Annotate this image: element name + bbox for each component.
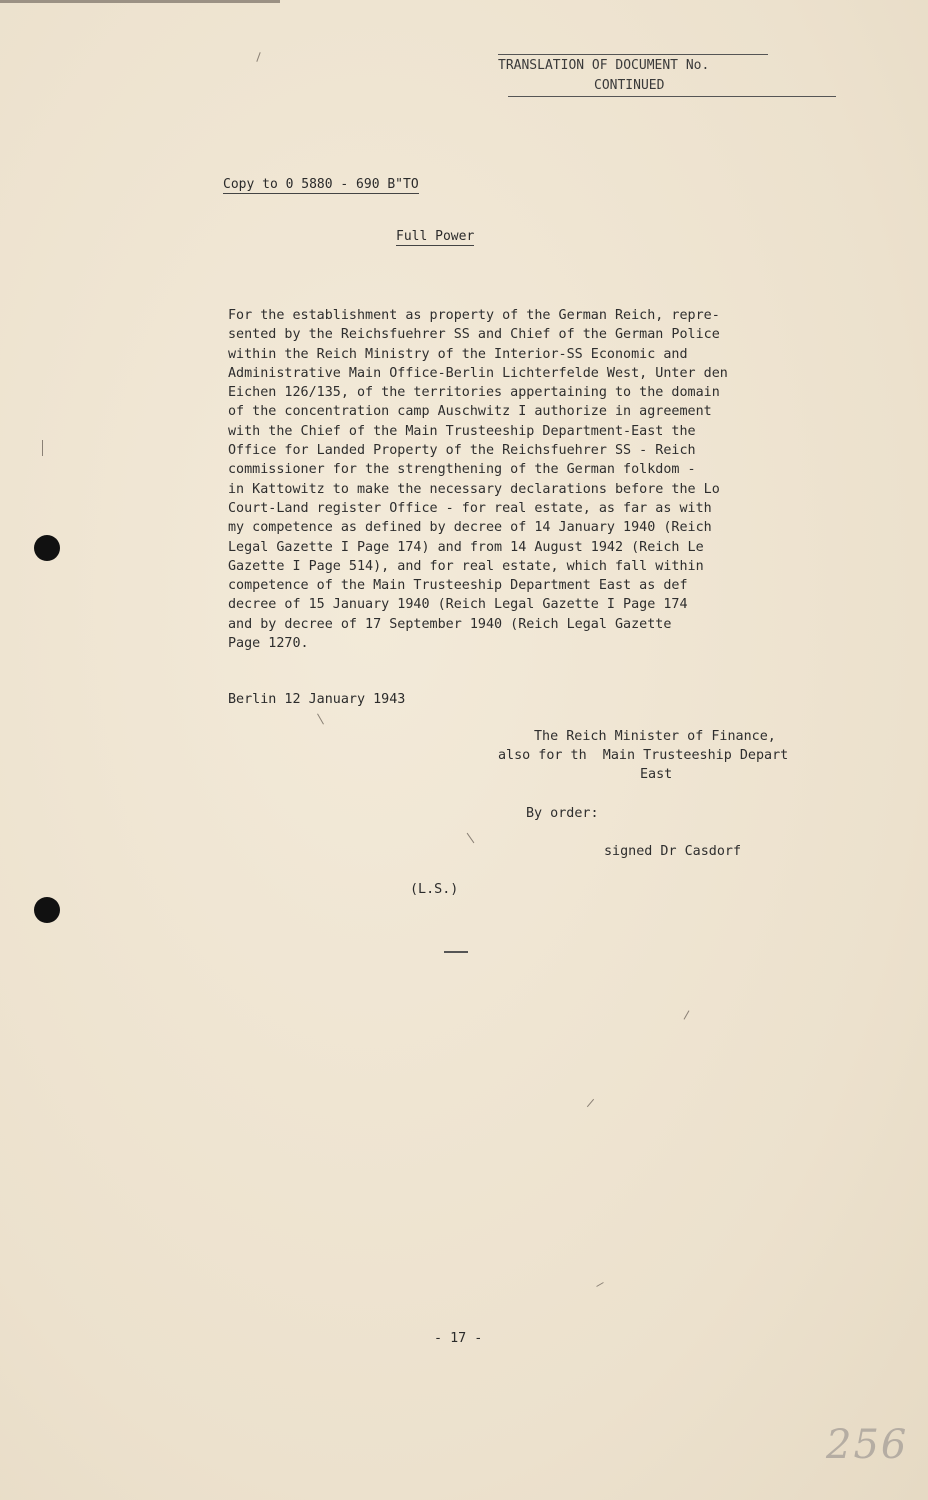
body-line: with the Chief of the Main Trusteeship Department-East the	[228, 423, 696, 439]
body-line: Page 1270.	[228, 636, 309, 652]
punch-hole-icon	[34, 897, 60, 923]
header-rule-top	[498, 54, 768, 55]
signatory-department: also for th Main Trusteeship Depart	[498, 748, 789, 763]
by-order-label: By order:	[526, 806, 599, 821]
page-number: - 17 -	[434, 1331, 483, 1346]
signatory-department-east: East	[640, 767, 673, 782]
stray-mark	[467, 833, 475, 843]
header-line-1: TRANSLATION OF DOCUMENT No.	[498, 58, 710, 73]
punch-hole-icon	[34, 535, 60, 561]
body-line: my competence as defined by decree of 14 January 1940 (Reich	[228, 520, 712, 536]
document-title: Full Power	[396, 229, 475, 244]
stray-mark	[596, 1282, 603, 1287]
body-line: Eichen 126/135, of the territories appertaining to the domain	[228, 385, 720, 401]
copy-reference: Copy to 0 5880 - 690 B"TO	[223, 177, 419, 192]
body-line: Gazette I Page 514), and for real estate, which fall within	[228, 558, 704, 574]
body-line: in Kattowitz to make the necessary declarations before the Lo	[228, 481, 720, 497]
body-line: Office for Landed Property of the Reichsfuehrer SS - Reich	[228, 443, 696, 459]
body-line: decree of 15 January 1940 (Reich Legal Gazette I Page 174	[228, 597, 688, 613]
header-rule-bottom	[508, 96, 836, 97]
stray-mark	[256, 52, 260, 62]
body-line: Legal Gazette I Page 174) and from 14 August 1942 (Reich Le	[228, 539, 704, 555]
body-line: of the concentration camp Auschwitz I authorize in agreement	[228, 404, 712, 420]
body-line: competence of the Main Trusteeship Department East as def	[228, 578, 688, 594]
stray-mark	[587, 1099, 594, 1107]
header-line-2: CONTINUED	[594, 78, 665, 93]
signed-by: signed Dr Casdorf	[604, 844, 742, 859]
signatory-title: The Reich Minister of Finance,	[534, 729, 776, 744]
body-line: Administrative Main Office-Berlin Lichterfelde West, Unter den	[228, 365, 728, 381]
seal-mark: (L.S.)	[410, 882, 459, 897]
body-line: sented by the Reichsfuehrer SS and Chief of the German Police	[228, 327, 720, 343]
body-line: commissioner for the strengthening of the German folkdom -	[228, 462, 696, 478]
stray-mark	[684, 1010, 690, 1019]
body-line: For the establishment as property of the German Reich, repre-	[228, 308, 720, 323]
handwritten-number: 256	[826, 1422, 909, 1468]
stray-mark	[317, 714, 324, 725]
body-line: Court-Land register Office - for real estate, as far as with	[228, 500, 712, 516]
body-line: and by decree of 17 September 1940 (Reich Legal Gazette	[228, 616, 672, 632]
stray-mark	[42, 440, 43, 456]
place-and-date: Berlin 12 January 1943	[228, 692, 406, 707]
page-top-edge	[0, 0, 280, 3]
body-paragraph	[228, 306, 828, 653]
body-line: within the Reich Ministry of the Interior-SS Economic and	[228, 346, 688, 362]
separator-dash	[444, 951, 468, 953]
